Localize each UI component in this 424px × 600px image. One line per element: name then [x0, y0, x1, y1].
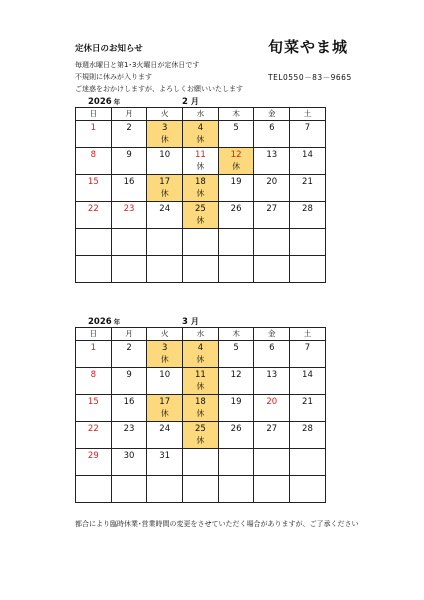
day-cell	[218, 368, 254, 395]
day-cell	[290, 422, 326, 449]
empty-cell	[76, 229, 112, 256]
day-number: 20	[266, 177, 278, 187]
day-cell	[111, 202, 147, 229]
day-cell	[254, 368, 290, 395]
day-cell	[290, 175, 326, 202]
day-number: 11	[194, 370, 206, 380]
day-cell	[111, 395, 147, 422]
day-number	[254, 449, 289, 462]
weekday-header: 月	[111, 328, 147, 341]
weekday-header: 火	[147, 108, 183, 121]
weekday-header: 木	[218, 108, 254, 121]
day-cell	[147, 202, 183, 229]
empty-cell	[183, 476, 219, 503]
empty-cell	[183, 256, 219, 283]
week-row	[76, 422, 326, 449]
empty-cell	[254, 449, 290, 476]
day-number	[254, 476, 289, 489]
notice-line-1: 毎週水曜日と第1･3火曜日が定休日です	[75, 61, 200, 69]
day-number: 22	[87, 424, 99, 434]
day-number: 21	[302, 397, 313, 407]
day-number: 23	[123, 424, 135, 434]
day-cell	[218, 175, 254, 202]
day-number	[290, 229, 325, 242]
day-number: 2	[126, 343, 132, 353]
day-cell	[290, 121, 326, 148]
calendar-1-year-unit: 年	[113, 98, 121, 106]
notice-line-3: ご迷惑をおかけしますが、よろしくお願いいたします	[75, 85, 243, 93]
day-number	[147, 476, 182, 489]
weekday-header: 土	[290, 328, 326, 341]
empty-cell	[218, 449, 254, 476]
day-cell	[111, 422, 147, 449]
calendar-1-year	[88, 97, 120, 107]
day-number: 26	[230, 204, 242, 214]
day-number: 27	[266, 204, 278, 214]
day-cell	[183, 121, 219, 148]
day-cell	[76, 148, 112, 175]
empty-cell	[147, 256, 183, 283]
closed-day-mark: 休	[160, 355, 169, 364]
week-row	[76, 368, 326, 395]
day-number: 23	[123, 204, 135, 214]
empty-cell	[254, 229, 290, 256]
day-number: 6	[269, 123, 275, 133]
day-number: 5	[233, 343, 239, 353]
empty-cell	[76, 476, 112, 503]
empty-cell	[254, 256, 290, 283]
day-number: 11	[194, 150, 206, 160]
day-number	[147, 256, 182, 269]
empty-cell	[290, 229, 326, 256]
day-number	[219, 449, 254, 462]
day-number	[112, 229, 147, 242]
day-cell	[111, 368, 147, 395]
day-number: 6	[269, 343, 275, 353]
day-cell	[290, 368, 326, 395]
day-cell	[76, 449, 112, 476]
day-cell	[183, 422, 219, 449]
day-cell	[183, 395, 219, 422]
day-number: 18	[194, 177, 206, 187]
day-number: 22	[87, 204, 99, 214]
empty-cell	[111, 476, 147, 503]
day-number: 7	[304, 343, 311, 353]
calendar-2-year-value: 2026	[88, 317, 112, 327]
week-row	[76, 395, 326, 422]
closed-day-mark: 休	[196, 189, 205, 198]
day-cell	[218, 121, 254, 148]
day-number: 31	[159, 451, 171, 461]
day-cell	[111, 341, 147, 368]
day-cell	[111, 175, 147, 202]
day-cell	[147, 175, 183, 202]
day-cell	[254, 175, 290, 202]
day-number: 10	[159, 150, 171, 160]
day-number	[76, 476, 111, 489]
day-number	[219, 229, 254, 242]
day-number: 16	[123, 177, 135, 187]
day-cell	[76, 422, 112, 449]
empty-cell	[290, 256, 326, 283]
calendar-1-year-value: 2026	[88, 97, 112, 107]
closed-day-mark: 休	[196, 135, 205, 144]
day-cell	[290, 148, 326, 175]
closed-day-mark: 休	[196, 162, 205, 171]
week-row	[76, 476, 326, 503]
day-number	[254, 256, 289, 269]
day-number: 9	[126, 370, 132, 380]
weekday-header: 土	[290, 108, 326, 121]
day-number: 17	[159, 177, 171, 187]
day-number	[254, 229, 289, 242]
empty-cell	[218, 476, 254, 503]
day-number: 25	[194, 204, 206, 214]
day-cell	[183, 368, 219, 395]
day-cell	[147, 121, 183, 148]
empty-cell	[111, 256, 147, 283]
day-number	[147, 229, 182, 242]
calendar-february	[75, 107, 326, 283]
empty-cell	[254, 476, 290, 503]
day-cell	[218, 148, 254, 175]
calendar-1-month-value: 2	[182, 97, 188, 107]
day-number: 3	[162, 123, 168, 133]
day-cell	[147, 449, 183, 476]
weekday-header: 日	[76, 108, 112, 121]
weekday-header-row	[76, 108, 326, 121]
day-number	[219, 476, 254, 489]
day-number: 28	[302, 424, 313, 434]
day-number: 4	[197, 123, 204, 133]
day-number: 19	[230, 177, 242, 187]
day-number: 1	[90, 123, 97, 133]
day-number	[219, 256, 254, 269]
week-row	[76, 202, 326, 229]
day-cell	[76, 202, 112, 229]
day-cell	[218, 395, 254, 422]
day-number: 24	[159, 204, 171, 214]
day-cell	[290, 395, 326, 422]
closed-day-mark: 休	[196, 436, 205, 445]
day-number: 14	[302, 150, 313, 160]
day-cell	[111, 148, 147, 175]
day-cell	[254, 121, 290, 148]
closed-day-mark: 休	[196, 409, 205, 418]
empty-cell	[290, 449, 326, 476]
empty-cell	[218, 229, 254, 256]
day-cell	[183, 341, 219, 368]
weekday-header: 金	[254, 108, 290, 121]
day-cell	[76, 175, 112, 202]
day-number: 15	[87, 177, 99, 187]
day-number	[183, 229, 218, 242]
closed-day-mark: 休	[232, 162, 241, 171]
week-row	[76, 121, 326, 148]
day-number: 26	[230, 424, 242, 434]
day-cell	[147, 368, 183, 395]
empty-cell	[147, 476, 183, 503]
weekday-header: 月	[111, 108, 147, 121]
closed-day-mark: 休	[196, 382, 205, 391]
weekday-header: 火	[147, 328, 183, 341]
day-number: 13	[266, 370, 278, 380]
day-number: 8	[90, 370, 97, 380]
day-number	[76, 229, 111, 242]
empty-cell	[218, 256, 254, 283]
day-number: 10	[159, 370, 171, 380]
day-cell	[183, 148, 219, 175]
weekday-header: 水	[183, 328, 219, 341]
day-cell	[218, 341, 254, 368]
phone-number: TEL0550－83－9665	[268, 73, 352, 82]
week-row	[76, 175, 326, 202]
empty-cell	[111, 229, 147, 256]
day-number	[76, 256, 111, 269]
weekday-header: 日	[76, 328, 112, 341]
day-cell	[76, 368, 112, 395]
day-cell	[76, 121, 112, 148]
calendar-1-month	[182, 96, 199, 107]
day-number: 14	[302, 370, 313, 380]
day-number: 4	[197, 343, 204, 353]
day-cell	[147, 148, 183, 175]
store-name: 旬菜やま城	[268, 38, 349, 56]
empty-cell	[183, 449, 219, 476]
empty-cell	[147, 229, 183, 256]
day-cell	[111, 449, 147, 476]
day-number: 12	[230, 370, 242, 380]
week-row	[76, 449, 326, 476]
empty-cell	[290, 476, 326, 503]
day-cell	[254, 202, 290, 229]
day-number: 17	[159, 397, 171, 407]
week-row	[76, 229, 326, 256]
weekday-header: 木	[218, 328, 254, 341]
day-cell	[147, 422, 183, 449]
day-number: 15	[87, 397, 99, 407]
calendar-1-month-unit: 月	[190, 97, 199, 106]
day-cell	[183, 175, 219, 202]
day-number	[183, 476, 218, 489]
calendar-march	[75, 327, 326, 503]
day-cell	[254, 395, 290, 422]
day-number: 29	[87, 451, 99, 461]
day-number: 9	[126, 150, 132, 160]
calendar-2-year-unit: 年	[113, 318, 121, 326]
day-number: 20	[266, 397, 278, 407]
day-number	[290, 449, 325, 462]
closed-day-mark: 休	[196, 216, 205, 225]
week-row	[76, 256, 326, 283]
weekday-header: 金	[254, 328, 290, 341]
calendar-2-month-value: 3	[182, 317, 188, 327]
day-number: 28	[302, 204, 313, 214]
day-number	[112, 256, 147, 269]
day-cell	[218, 202, 254, 229]
calendar-2-month-unit: 月	[190, 317, 199, 326]
footer-note: 都合により臨時休業･営業時間の変更をさせていただく場合がありますが、ご了承ください	[75, 520, 359, 528]
day-cell	[218, 422, 254, 449]
day-number: 7	[304, 123, 311, 133]
weekday-header: 水	[183, 108, 219, 121]
day-number	[290, 476, 325, 489]
calendar-2-month	[182, 316, 199, 327]
week-row	[76, 148, 326, 175]
day-number: 30	[123, 451, 135, 461]
day-cell	[147, 341, 183, 368]
empty-cell	[76, 256, 112, 283]
day-number: 18	[194, 397, 206, 407]
notice-line-2: 不規則に休みが入ります	[75, 73, 152, 81]
day-cell	[290, 341, 326, 368]
day-number: 3	[162, 343, 168, 353]
day-number: 25	[194, 424, 206, 434]
weekday-header-row	[76, 328, 326, 341]
day-number: 19	[230, 397, 242, 407]
week-row	[76, 341, 326, 368]
closed-day-mark: 休	[196, 355, 205, 364]
day-cell	[76, 395, 112, 422]
day-cell	[111, 121, 147, 148]
day-number: 8	[90, 150, 97, 160]
day-number: 2	[126, 123, 132, 133]
day-number	[183, 256, 218, 269]
day-number: 12	[230, 150, 242, 160]
day-cell	[254, 341, 290, 368]
day-number	[290, 256, 325, 269]
day-cell	[254, 148, 290, 175]
day-number	[112, 476, 147, 489]
day-cell	[147, 395, 183, 422]
day-cell	[254, 422, 290, 449]
closed-day-mark: 休	[160, 135, 169, 144]
day-cell	[183, 202, 219, 229]
calendar-2-year	[88, 317, 120, 327]
closed-day-mark: 休	[160, 409, 169, 418]
day-cell	[76, 341, 112, 368]
day-number: 16	[123, 397, 135, 407]
day-number: 1	[90, 343, 97, 353]
day-number: 21	[302, 177, 313, 187]
day-cell	[290, 202, 326, 229]
empty-cell	[183, 229, 219, 256]
notice-title: 定休日のお知らせ	[75, 44, 143, 54]
day-number: 5	[233, 123, 239, 133]
day-number: 13	[266, 150, 278, 160]
day-number: 24	[159, 424, 171, 434]
day-number: 27	[266, 424, 278, 434]
closed-day-mark: 休	[160, 189, 169, 198]
day-number	[183, 449, 218, 462]
